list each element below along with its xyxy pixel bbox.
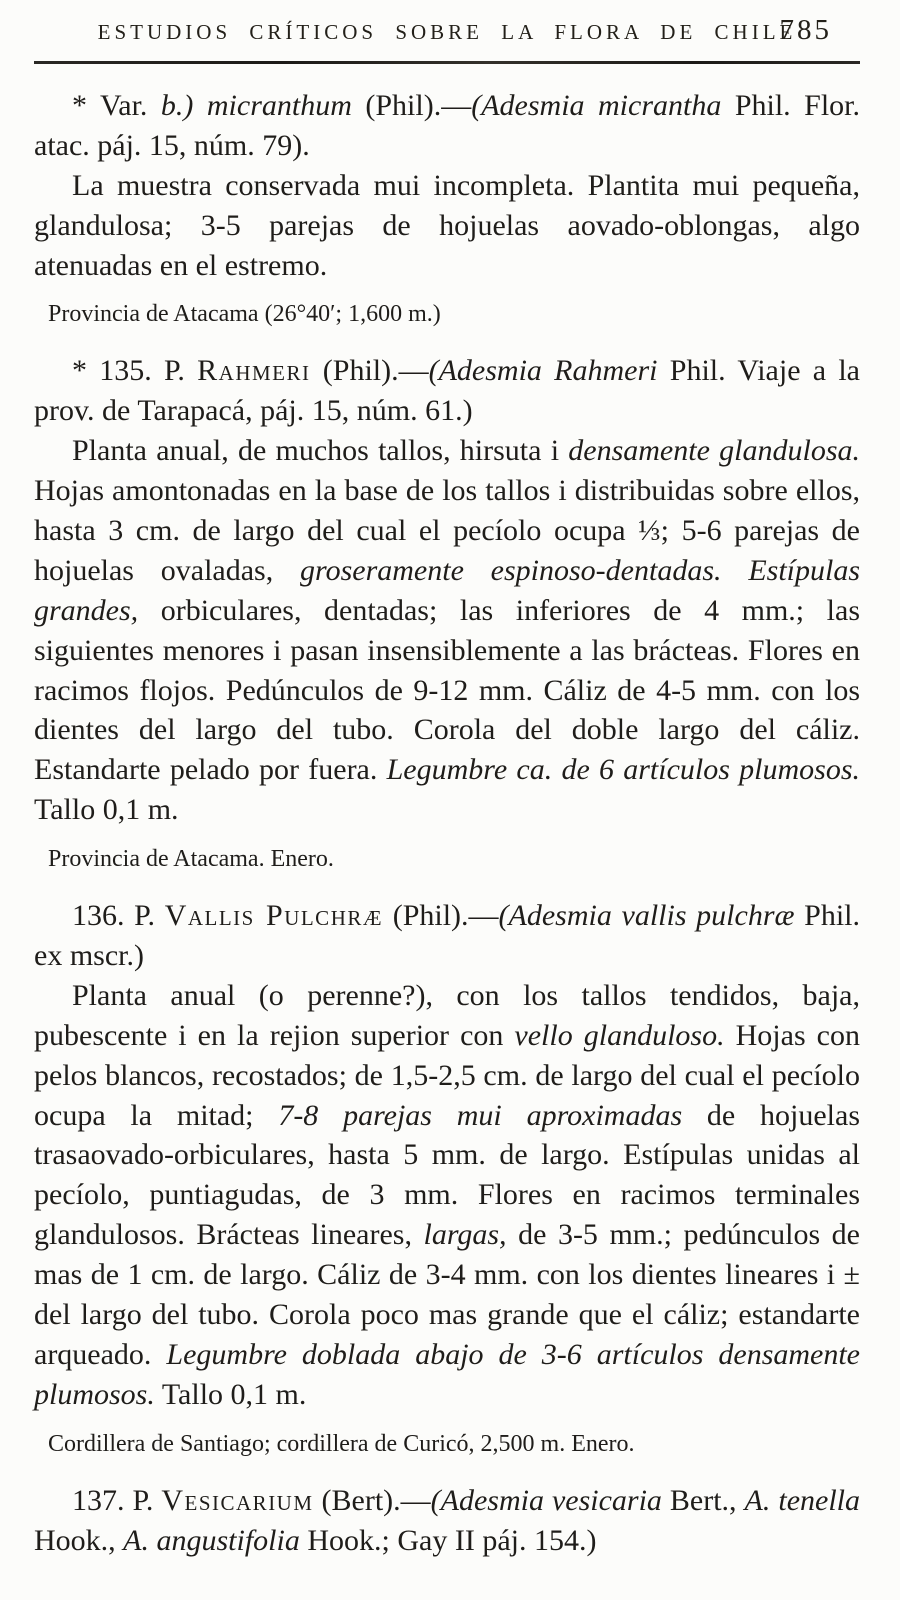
page-body <box>34 86 860 1561</box>
locality-note: Provincia de Atacama (26°40′; 1,600 m.) <box>48 301 441 328</box>
entry-paragraph: * Var. b.) micranthum (Phil).—(Adesmia micrantha Phil. Flor. atac. páj. 15, núm. 79). <box>34 89 861 162</box>
species-heading: * 135. P. Rahmeri (Phil).—(Adesmia Rahmeri Phil. Viaje a la prov. de Tarapacá, páj. 15, núm. 61.) <box>34 354 860 428</box>
entry-paragraph: Planta anual (o perenne?), con los tallos tendidos, baja, pubescente i en la rejion superior con vello glanduloso. Hojas con pelos blancos, recostados; de 1,5-2,5 cm. de largo del cual el pecíolo ocupa la mitad; 7-8 parejas mui aproximadas de hojuelas trasaovado-orbiculares, hasta 5 mm. de largo. Estípulas unidas al pecíolo, puntiagudas, de 3 mm. Flores en racimos terminales glandulosos. Brácteas lineares, largas, de 3-5 mm.; pedúnculos de mas de 1 cm. de largo. Cáliz de 3-4 mm. con los dientes lineares i ± del largo del tubo. Corola poco mas grande que el cáliz; estandarte arqueado. Legumbre doblada abajo de 3-6 artículos densamente plumosos. Tallo 0,1 m. <box>34 978 861 1411</box>
page-number: 785 <box>779 14 832 46</box>
locality-note: Cordillera de Santiago; cordillera de Curicó, 2,500 m. Enero. <box>48 1430 635 1457</box>
header-rule <box>34 61 860 64</box>
entry-paragraph: La muestra conservada mui incompleta. Plantita mui pequeña, glandulosa; 3-5 parejas de hojuelas aovado-oblongas, algo atenuadas en el estremo. <box>34 168 860 282</box>
locality-note: Provincia de Atacama. Enero. <box>48 846 334 873</box>
species-heading: 136. P. Vallis Pulchræ (Phil).—(Adesmia vallis pulchræ Phil. ex mscr.) <box>34 899 861 973</box>
entry-paragraph: Planta anual, de muchos tallos, hirsuta i densamente glandulosa. Hojas amontonadas en la base de los tallos i distribuidas sobre ellos, hasta 3 cm. de largo del cual el pecíolo ocupa ⅓; 5-6 parejas de hojuelas ovaladas, groseramente espinoso-dentadas. Estípulas grandes, orbiculares, dentadas; las inferiores de 4 mm.; las siguientes menores i pasan insensiblemente a las brácteas. Flores en racimos flojos. Pedúnculos de 9-12 mm. Cáliz de 4-5 mm. con los dientes del largo del tubo. Corola del doble largo del cáliz. Estandarte pelado por fuera. Legumbre ca. de 6 artículos plumosos. Tallo 0,1 m. <box>34 434 860 827</box>
running-header <box>34 14 860 50</box>
species-heading: 137. P. Vesicarium (Bert).—(Adesmia vesicaria Bert., A. tenella Hook., A. angustifolia Hook.; Gay II páj. 154.) <box>34 1483 860 1557</box>
header-title: ESTUDIOS CRÍTICOS SOBRE LA FLORA DE CHILE <box>97 20 797 44</box>
